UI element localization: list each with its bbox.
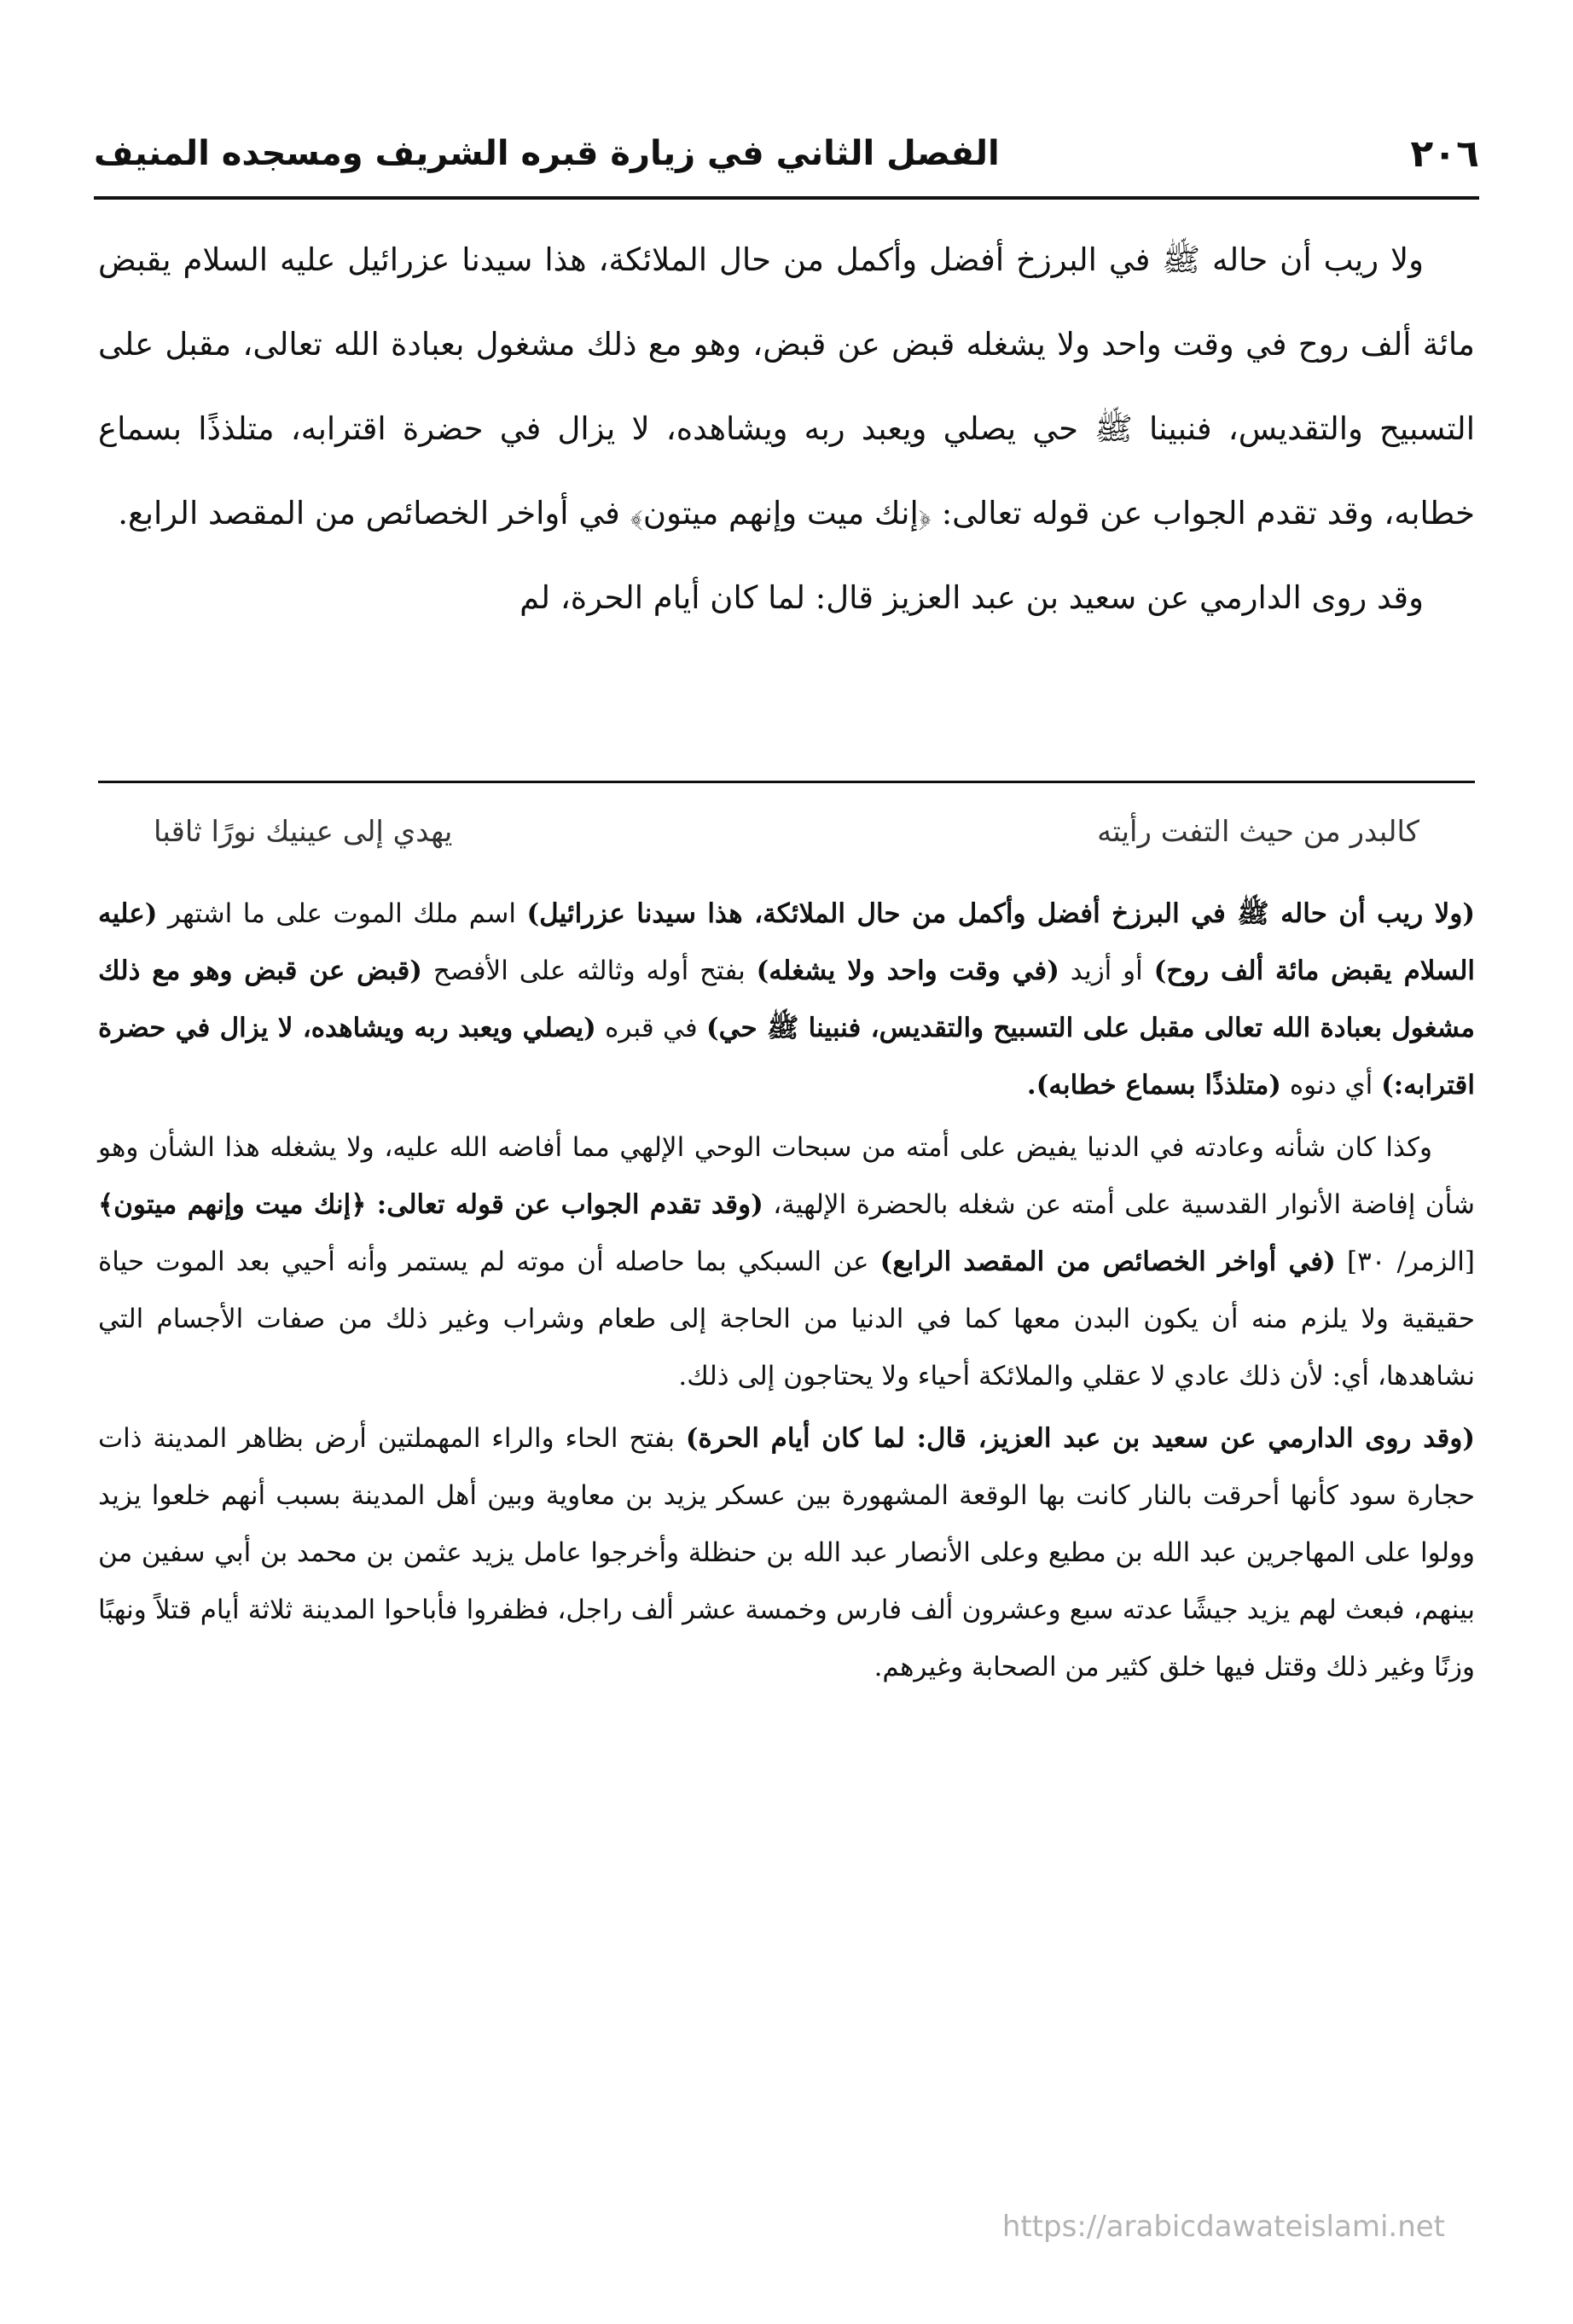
quoted-matn-segment: (يصلي ويعبد ربه ويشاهده، لا يزال في حضرة اقترابه:)	[98, 1013, 1475, 1101]
poetry-verse	[154, 806, 1419, 857]
header-divider	[94, 196, 1479, 200]
quoted-matn-segment: (ولا ريب أن حاله ﷺ في البرزخ أفضل وأكمل من حال الملائكة، هذا سيدنا عزرائيل)	[526, 898, 1475, 929]
verse-hemistich-2: يهدي إلى عينيك نورًا ثاقبا	[154, 815, 453, 849]
quoted-matn-segment: (متلذذًا بسماع خطابه).	[1026, 1070, 1281, 1101]
quoted-matn-segment: (في وقت واحد ولا يشغله)	[756, 956, 1059, 986]
commentary-segment: عن السبكي بما حاصله أن موته لم يستمر وأنه أحيي بعد الموت حياة حقيقية ولا يلزم منه أن يكون البدن معها كما في الدنيا من الحاجة إلى طعام وشراب وغير ذلك من صفات الأجسام التي نشاهدها، أي: لأن ذلك عادي لا عقلي والملائكة أحياء ولا يحتاجون إلى ذلك.	[98, 1246, 1475, 1391]
main-paragraph-2: وقد روى الدارمي عن سعيد بن عبد العزيز قال: لما كان أيام الحرة، لم	[519, 579, 1424, 616]
quoted-matn-segment: (في أواخر الخصائص من المقصد الرابع)	[879, 1246, 1336, 1277]
commentary-segment: [الزمر/ ٣٠]	[1335, 1246, 1476, 1277]
chapter-title: الفصل الثاني في زيارة قبره الشريف ومسجده المنيف	[94, 134, 1000, 173]
commentary-segment: بفتح أوله وثالثه على الأفصح	[421, 956, 757, 986]
commentary-segment: في قبره	[595, 1013, 706, 1043]
website-watermark: https://arabicdawateislami.net	[1001, 2210, 1445, 2244]
quoted-matn-segment: (عليه السلام يقبض مائة ألف روح)	[98, 898, 1476, 986]
commentary-segment: اسم ملك الموت على ما اشتهر	[157, 898, 527, 929]
running-header	[94, 119, 1479, 188]
quoted-matn-segment: (وقد روى الدارمي عن سعيد بن عبد العزيز، قال: لما كان أيام الحرة)	[685, 1423, 1475, 1454]
commentary-paragraph-1	[98, 886, 1475, 1114]
verse-hemistich-1: كالبدر من حيث التفت رأيته	[1097, 815, 1419, 849]
commentary-segment: أي دنوه	[1280, 1070, 1382, 1101]
commentary-paragraph-2	[98, 1119, 1475, 1405]
commentary-segment: وكذا كان شأنه وعادته في الدنيا يفيض على أمته من سبحات الوحي الإلهي مما أفاضه الله عليه، ولا يشغله هذا الشأن وهو شأن إفاضة الأنوار القدسية على أمته عن شغله بالحضرة الإلهية،	[98, 1132, 1475, 1220]
section-divider	[98, 781, 1475, 783]
page-number: ٢٠٦	[1410, 131, 1479, 176]
commentary-text	[98, 886, 1475, 1701]
quoted-matn-segment: (قبض عن قبض وهو مع ذلك مشغول بعبادة الله تعالى مقبل على التسبيح والتقديس، فنبينا ﷺ حي)	[98, 956, 1476, 1043]
main-text	[98, 218, 1475, 640]
commentary-paragraph-3	[98, 1410, 1475, 1696]
commentary-segment: بفتح الحاء والراء المهملتين أرض بظاهر المدينة ذات حجارة سود كأنها أحرقت بالنار كانت بها الوقعة المشهورة بين عسكر يزيد بن معاوية وبين أهل المدينة بسبب أنهم خلعوا يزيد وولوا على المهاجرين عبد الله بن مطيع وعلى الأنصار عبد الله بن حنظلة وأخرجوا عامل يزيد عثمن بن محمد بن أبي سفين من بينهم، فبعث لهم يزيد جيشًا عدته سبع وعشرون ألف فارس وخمسة عشر ألف راجل، فظفروا فأباحوا المدينة ثلاثة أيام قتلاً ونهبًا وزنًا وغير ذلك وقتل فيها خلق كثير من الصحابة وغيرهم.	[98, 1423, 1475, 1682]
commentary-segment: أو أزيد	[1059, 956, 1154, 986]
quoted-matn-segment: (وقد تقدم الجواب عن قوله تعالى: ﴿إنك ميت وإنهم ميتون﴾	[98, 1189, 763, 1220]
main-paragraph-1: ولا ريب أن حاله ﷺ في البرزخ أفضل وأكمل من حال الملائكة، هذا سيدنا عزرائيل عليه السلام يقبض مائة ألف روح في وقت واحد ولا يشغله قبض عن قبض، وهو مع ذلك مشغول بعبادة الله تعالى، مقبل على التسبيح والتقديس، فنبينا ﷺ حي يصلي ويعبد ربه ويشاهده، لا يزال في حضرة اقترابه، متلذذًا بسماع خطابه، وقد تقدم الجواب عن قوله تعالى: ﴿إنك ميت وإنهم ميتون﴾ في أواخر الخصائص من المقصد الرابع.	[98, 241, 1475, 532]
